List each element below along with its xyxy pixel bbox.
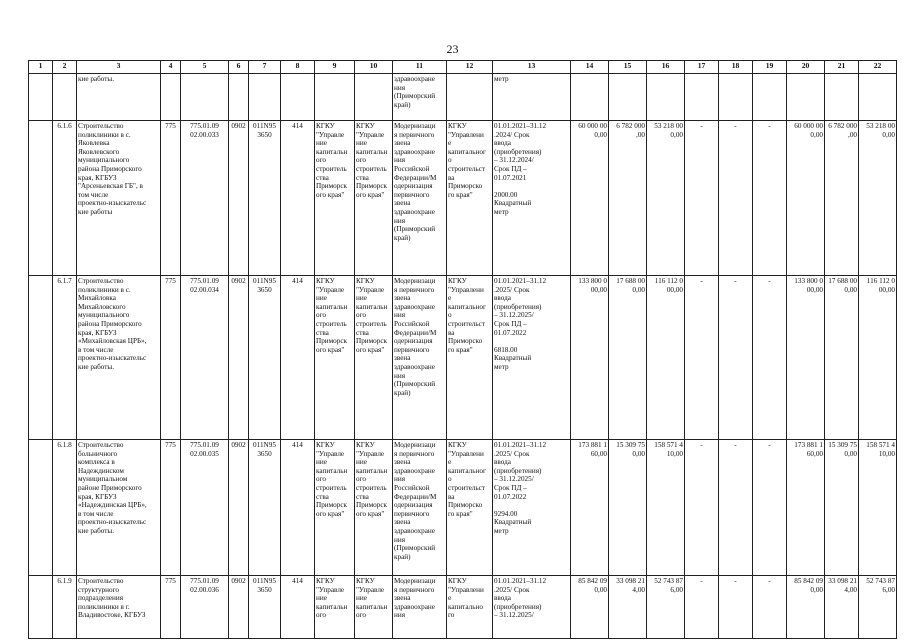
cell: 775.01.09 02.00.034 — [181, 276, 229, 440]
column-header: 17 — [685, 61, 719, 74]
cell: 0902 — [229, 440, 249, 576]
cell: КГКУ "Управле ние капитальн ого строитель ства Приморск ого края" — [355, 276, 393, 440]
object-name: Строительство поликлиники в с. Михайловка Михайловского муниципального района Приморского края, КГБУЗ «Михайловская ЦРБ», в том числе проектно-изыскательс кие работы. — [77, 276, 161, 440]
column-header: 9 — [315, 61, 355, 74]
column-header: 8 — [281, 61, 315, 74]
amount-cell: 60 000 00 0,00 — [787, 121, 825, 276]
row-number: 6.1.8 — [53, 440, 77, 576]
column-header: 5 — [181, 61, 229, 74]
column-header: 12 — [447, 61, 493, 74]
cell: 775 — [161, 276, 181, 440]
amount-cell: 116 112 0 00,00 — [859, 276, 897, 440]
cell: 01.01.2021–31.12 .2024/ Срок ввода (приобретения) – 31.12.2024/ Срок ПД – 01.07.2021 2000.00 Квадратный метр — [493, 121, 571, 276]
deadline-capacity: метр — [493, 74, 571, 121]
program-name: здравоохране ния (Приморский край) — [393, 74, 447, 121]
cell: 011N95 3650 — [249, 440, 281, 576]
column-number-row — [29, 61, 897, 74]
column-header: 4 — [161, 61, 181, 74]
column-header: 11 — [393, 61, 447, 74]
cell: 775.01.09 02.00.036 — [181, 576, 229, 639]
column-header: 15 — [609, 61, 647, 74]
cell: 01.01.2021–31.12 .2025/ Срок ввода (приобретения) – 31.12.2025/ Срок ПД – 01.07.2022 6818.00 Квадратный метр — [493, 276, 571, 440]
cell: - — [685, 121, 719, 276]
cell: КГКУ "Управлени е капитальног о строительст ва Приморско го края" — [447, 276, 493, 440]
cell: Модернизаци я первичного звена здравоохране ния Российской Федерации/М одернизация первичного звена здравоохране ния (Приморский край) — [393, 440, 447, 576]
cell: 011N95 3650 — [249, 121, 281, 276]
financing-table — [28, 60, 897, 639]
cell: 011N95 3650 — [249, 276, 281, 440]
cell: 775.01.09 02.00.035 — [181, 440, 229, 576]
amount-cell: 60 000 00 0,00 — [571, 121, 609, 276]
amount-cell: 53 218 00 0,00 — [647, 121, 685, 276]
cell: 011N95 3650 — [249, 576, 281, 639]
cell: 775 — [161, 121, 181, 276]
amount-cell: 133 800 0 00,00 — [571, 276, 609, 440]
cell: 775.01.09 02.00.033 — [181, 121, 229, 276]
row-number: 6.1.9 — [53, 576, 77, 639]
cell: 414 — [281, 440, 315, 576]
amount-cell: 85 842 09 0,00 — [787, 576, 825, 639]
row-number: 6.1.7 — [53, 276, 77, 440]
column-header: 20 — [787, 61, 825, 74]
cell: 414 — [281, 121, 315, 276]
column-header: 7 — [249, 61, 281, 74]
amount-cell: 15 309 75 0,00 — [609, 440, 647, 576]
column-header: 13 — [493, 61, 571, 74]
cell: - — [685, 276, 719, 440]
cell: Модернизаци я первичного звена здравоохране ния Российской Федерации/М одернизация первичного звена здравоохране ния (Приморский край) — [393, 121, 447, 276]
cell: - — [719, 276, 753, 440]
cell: КГКУ "Управле ние капитальн ого — [315, 576, 355, 639]
cell: КГКУ "Управле ние капитальн ого строитель ства Приморск ого края" — [355, 440, 393, 576]
amount-cell: 173 881 1 60,00 — [571, 440, 609, 576]
column-header: 1 — [29, 61, 53, 74]
cell: - — [753, 440, 787, 576]
object-name: Строительство больничного комплекса в Надеждинском муниципальном районе Приморского края, КГБУЗ «Надеждинская ЦРБ», в том числе проектно-изыскательс кие работы. — [77, 440, 161, 576]
cell: 414 — [281, 576, 315, 639]
cell: - — [753, 576, 787, 639]
column-header: 19 — [753, 61, 787, 74]
page-number: 23 — [446, 42, 459, 56]
column-header: 3 — [77, 61, 161, 74]
cell: КГКУ "Управлени е капитальног о строительст ва Приморско го края" — [447, 440, 493, 576]
table-row — [29, 576, 897, 639]
cell: - — [719, 121, 753, 276]
continuation-row — [29, 74, 897, 121]
amount-cell: 6 782 000 ,00 — [609, 121, 647, 276]
column-header: 10 — [355, 61, 393, 74]
cell: Модернизаци я первичного звена здравоохране ния — [393, 576, 447, 639]
column-header: 2 — [53, 61, 77, 74]
amount-cell: 52 743 87 6,00 — [647, 576, 685, 639]
amount-cell: 116 112 0 00,00 — [647, 276, 685, 440]
cell: 0902 — [229, 576, 249, 639]
cell: 775 — [161, 440, 181, 576]
table-row — [29, 440, 897, 576]
cell: 0902 — [229, 121, 249, 276]
cell: - — [753, 121, 787, 276]
column-header: 18 — [719, 61, 753, 74]
cell: - — [685, 576, 719, 639]
cell: 775 — [161, 576, 181, 639]
amount-cell: 17 688 00 0,00 — [825, 276, 859, 440]
column-header: 6 — [229, 61, 249, 74]
cell: КГКУ "Управлени е капитально го — [447, 576, 493, 639]
amount-cell: 173 881 1 60,00 — [787, 440, 825, 576]
amount-cell: 6 782 000 ,00 — [825, 121, 859, 276]
amount-cell: 33 098 21 4,00 — [825, 576, 859, 639]
table-row — [29, 276, 897, 440]
amount-cell: 158 571 4 10,00 — [647, 440, 685, 576]
cell: 0902 — [229, 276, 249, 440]
object-name: кие работы. — [77, 74, 161, 121]
cell: 01.01.2021–31.12 .2025/ Срок ввода (приобретения) – 31.12.2025/ — [493, 576, 571, 639]
cell: КГКУ "Управле ние капитальн ого — [355, 576, 393, 639]
cell: 01.01.2021–31.12 .2025/ Срок ввода (приобретения) – 31.12.2025/ Срок ПД – 01.07.2022 9294.00 Квадратный метр — [493, 440, 571, 576]
cell: - — [753, 276, 787, 440]
column-header: 22 — [859, 61, 897, 74]
cell: - — [719, 440, 753, 576]
amount-cell: 85 842 09 0,00 — [571, 576, 609, 639]
amount-cell: 133 800 0 00,00 — [787, 276, 825, 440]
cell: КГКУ "Управле ние капитальн ого строитель ства Приморск ого края" — [315, 276, 355, 440]
column-header: 21 — [825, 61, 859, 74]
amount-cell: 158 571 4 10,00 — [859, 440, 897, 576]
amount-cell: 33 098 21 4,00 — [609, 576, 647, 639]
table-row — [29, 121, 897, 276]
row-number: 6.1.6 — [53, 121, 77, 276]
cell: КГКУ "Управле ние капитальн ого строитель ства Приморск ого края" — [315, 121, 355, 276]
cell: - — [719, 576, 753, 639]
cell: 414 — [281, 276, 315, 440]
amount-cell: 53 218 00 0,00 — [859, 121, 897, 276]
amount-cell: 52 743 87 6,00 — [859, 576, 897, 639]
amount-cell: 17 688 00 0,00 — [609, 276, 647, 440]
column-header: 16 — [647, 61, 685, 74]
cell: КГКУ "Управле ние капитальн ого строитель ства Приморск ого края" — [355, 121, 393, 276]
object-name: Строительство поликлиники в с. Яковлевка Яковлевского муниципального района Приморского края, КГБУЗ "Арсеньевская ГБ", в том числе проектно-изыскательс кие работы — [77, 121, 161, 276]
column-header: 14 — [571, 61, 609, 74]
cell: Модернизаци я первичного звена здравоохране ния Российской Федерации/М одернизация первичного звена здравоохране ния (Приморский край) — [393, 276, 447, 440]
cell: КГКУ "Управлени е капитальног о строительст ва Приморско го края" — [447, 121, 493, 276]
amount-cell: 15 309 75 0,00 — [825, 440, 859, 576]
cell: - — [685, 440, 719, 576]
cell: КГКУ "Управле ние капитальн ого строитель ства Приморск ого края" — [315, 440, 355, 576]
object-name: Строительство структурного подразделения поликлиники в г. Владивостоке, КГБУЗ — [77, 576, 161, 639]
